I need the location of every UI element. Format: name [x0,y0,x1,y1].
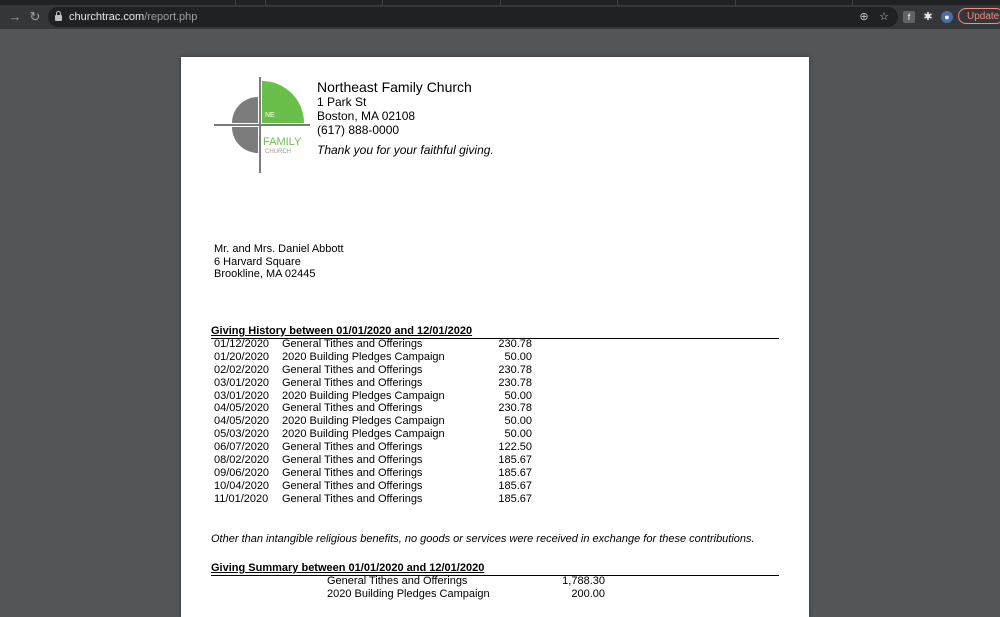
puzzle-icon[interactable]: ✱ [923,11,933,23]
row-date: 08/02/2020 [214,454,270,467]
logo-ne-text: NE [265,112,275,119]
summary-amount: 200.00 [571,588,605,600]
row-amount: 230.78 [498,363,532,376]
recipient-address-line1: 6 Harvard Square [214,255,301,268]
lock-icon [55,11,62,21]
address-bar[interactable] [48,7,898,27]
thank-you-message: Thank you for your faithful giving. [317,143,494,157]
row-date: 04/05/2020 [214,415,270,428]
url-path: /report.php [144,11,198,23]
browser-toolbar [0,5,1000,29]
summary-row [181,588,809,601]
row-date: 11/01/2020 [214,492,269,505]
church-phone: (617) 888-0000 [317,123,400,137]
row-amount: 122.50 [498,441,532,454]
row-date: 10/04/2020 [214,479,270,492]
row-date: 01/12/2020 [214,338,270,350]
logo-church-text: CHURCH [265,149,291,155]
star-icon[interactable]: ☆ [879,11,889,23]
row-description: General Tithes and Offerings [282,479,423,492]
row-date: 01/20/2020 [214,350,270,363]
row-description: 2020 Building Pledges Campaign [282,389,445,402]
row-amount: 50.00 [504,389,532,402]
giving-history-title: Giving History between 01/01/2020 and 12/01/2020 [211,325,779,339]
giving-summary-title: Giving Summary between 01/01/2020 and 12/01/2020 [211,562,779,576]
row-amount: 185.67 [498,466,532,479]
url-text [69,10,197,24]
logo-horizontal-bar [214,124,310,126]
row-amount: 230.78 [498,376,532,389]
update-button[interactable]: Update [958,8,1000,24]
logo-gray-quadrant-bottom [232,127,258,153]
row-date: 05/03/2020 [214,428,270,441]
row-description: 2020 Building Pledges Campaign [282,428,445,441]
recipient-address-line2: Brookline, MA 02445 [214,268,316,280]
row-date: 06/07/2020 [214,441,270,454]
tax-disclaimer: Other than intangible religious benefits, no goods or services were received in exchange for these contributions. [211,533,755,545]
row-date: 04/05/2020 [214,402,270,415]
row-amount: 185.67 [498,454,532,467]
recipient-name: Mr. and Mrs. Daniel Abbott [214,243,344,255]
extension-icon[interactable]: f [903,11,915,23]
row-description: General Tithes and Offerings [282,363,423,376]
back-arrow-icon[interactable]: → [8,9,22,24]
row-description: 2020 Building Pledges Campaign [282,350,445,363]
row-amount: 50.00 [504,350,532,363]
row-description: General Tithes and Offerings [282,492,423,505]
church-header [317,79,494,157]
row-amount: 50.00 [504,415,532,428]
giving-summary-table [181,575,809,601]
church-address-line1: 1 Park St [317,95,367,109]
reload-icon[interactable]: ↻ [29,9,41,24]
url-host: churchtrac.com [69,11,145,23]
row-amount: 50.00 [504,428,532,441]
row-date: 03/01/2020 [214,389,270,402]
profile-icon[interactable]: ● [941,11,953,23]
church-logo [214,77,310,173]
logo-family-text: FAMILY [263,136,302,148]
statement-page [181,57,809,617]
church-address-line2: Boston, MA 02108 [317,109,416,123]
row-description: General Tithes and Offerings [282,466,423,479]
summary-row [181,575,809,588]
row-description: General Tithes and Offerings [282,402,423,415]
row-description: General Tithes and Offerings [282,454,423,467]
row-date: 03/01/2020 [214,376,270,389]
recipient-address [214,243,344,281]
row-description: General Tithes and Offerings [282,441,423,454]
row-description: General Tithes and Offerings [282,338,423,350]
summary-description: 2020 Building Pledges Campaign [327,588,490,600]
row-amount: 185.67 [498,492,532,505]
row-date: 02/02/2020 [214,363,270,376]
row-description: 2020 Building Pledges Campaign [282,415,445,428]
row-amount: 230.78 [498,402,532,415]
row-date: 09/06/2020 [214,466,270,479]
summary-amount: 1,788.30 [562,575,605,587]
zoom-icon[interactable]: ⊕ [859,11,869,23]
logo-gray-quadrant-top [232,97,258,123]
summary-description: General Tithes and Offerings [327,575,468,587]
row-amount: 185.67 [498,479,532,492]
church-name: Northeast Family Church [317,79,472,95]
row-description: General Tithes and Offerings [282,376,423,389]
row-amount: 230.78 [498,338,532,350]
